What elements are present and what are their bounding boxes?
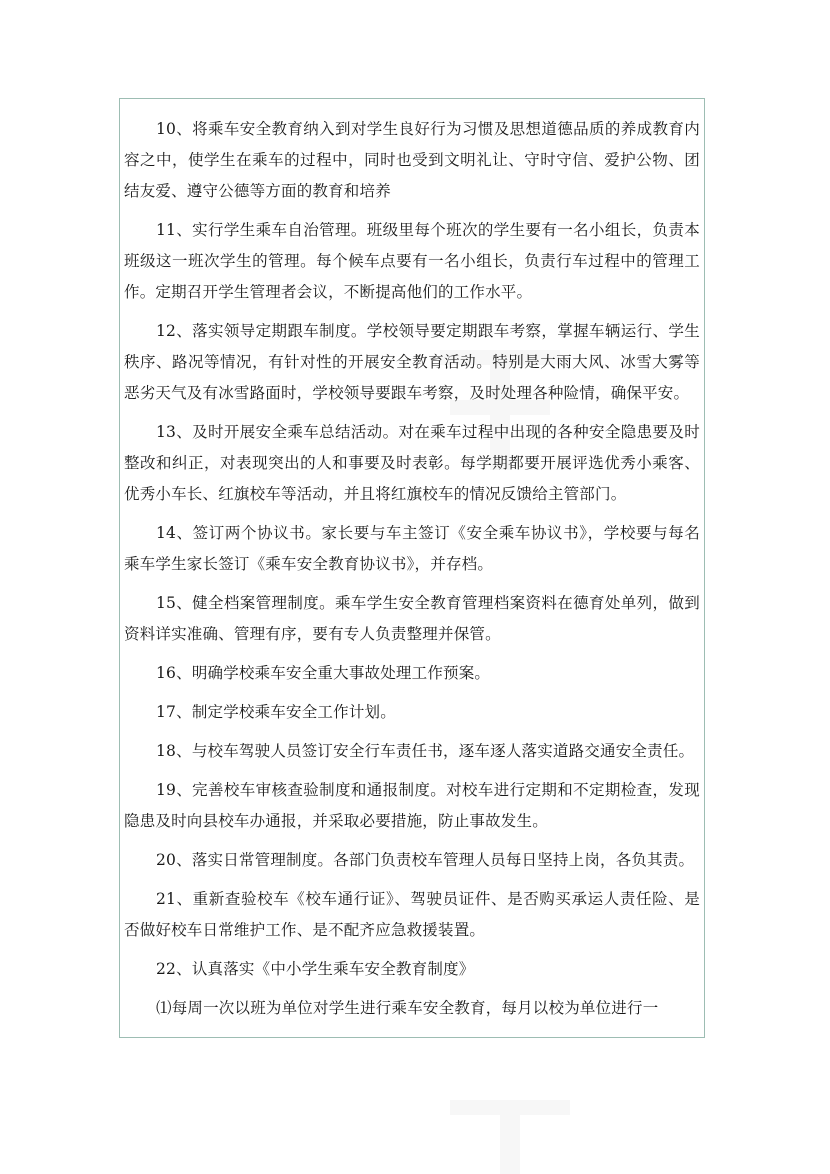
paragraph-item-21: 21、重新查验校车《校车通行证》、驾驶员证件、是否购买承运人责任险、是否做好校车日常维护工作、是不配齐应急救援装置。 (124, 890, 700, 939)
paragraph-item-22-1: ⑴每周一次以班为单位对学生进行乘车安全教育，每月以校为单位进行一 (156, 999, 659, 1017)
paragraph-item-14: 14、签订两个协议书。家长要与车主签订《安全乘车协议书》，学校要与每名乘车学生家长签订《乘车安全教育协议书》，并存档。 (124, 524, 700, 573)
document-frame (119, 98, 705, 1038)
paragraph-item-12: 12、落实领导定期跟车制度。学校领导要定期跟车考察，掌握车辆运行、学生秩序、路况等情况，有针对性的开展安全教育活动。特别是大雨大风、冰雪大雾等恶劣天气及有冰雪路面时，学校领导要跟车考察，及时处理各种险情，确保平安。 (124, 322, 700, 402)
paragraph-item-15: 15、健全档案管理制度。乘车学生安全教育管理档案资料在德育处单列，做到资料详实准确、管理有序，要有专人负责整理并保管。 (124, 594, 700, 643)
paragraph-item-19: 19、完善校车审核查验制度和通报制度。对校车进行定期和不定期检查，发现隐患及时向县校车办通报，并采取必要措施，防止事故发生。 (124, 781, 700, 830)
paragraph-item-22: 22、认真落实《中小学生乘车安全教育制度》 (156, 960, 475, 978)
document-body (124, 114, 700, 1032)
watermark-mark-bottom (440, 1080, 580, 1174)
paragraph-item-16: 16、明确学校乘车安全重大事故处理工作预案。 (156, 664, 491, 682)
paragraph-item-18: 18、与校车驾驶人员签订安全行车责任书，逐车逐人落实道路交通安全责任。 (156, 742, 695, 760)
paragraph-item-11: 11、实行学生乘车自治管理。班级里每个班次的学生要有一名小组长，负责本班级这一班次学生的管理。每个候车点要有一名小组长，负责行车过程中的管理工作。定期召开学生管理者会议，不断提高他们的工作水平。 (124, 221, 700, 301)
paragraph-item-13: 13、及时开展安全乘车总结活动。对在乘车过程中出现的各种安全隐患要及时整改和纠正，对表现突出的人和事要及时表彰。每学期都要开展评选优秀小乘客、优秀小车长、红旗校车等活动，并且将红旗校车的情况反馈给主管部门。 (124, 423, 700, 503)
paragraph-item-10: 10、将乘车安全教育纳入到对学生良好行为习惯及思想道德品质的养成教育内容之中，使学生在乘车的过程中，同时也受到文明礼让、守时守信、爱护公物、团结友爱、遵守公德等方面的教育和培养 (124, 120, 700, 200)
paragraph-item-20: 20、落实日常管理制度。各部门负责校车管理人员每日坚持上岗，各负其责。 (156, 851, 695, 869)
paragraph-item-17: 17、制定学校乘车安全工作计划。 (156, 703, 396, 721)
